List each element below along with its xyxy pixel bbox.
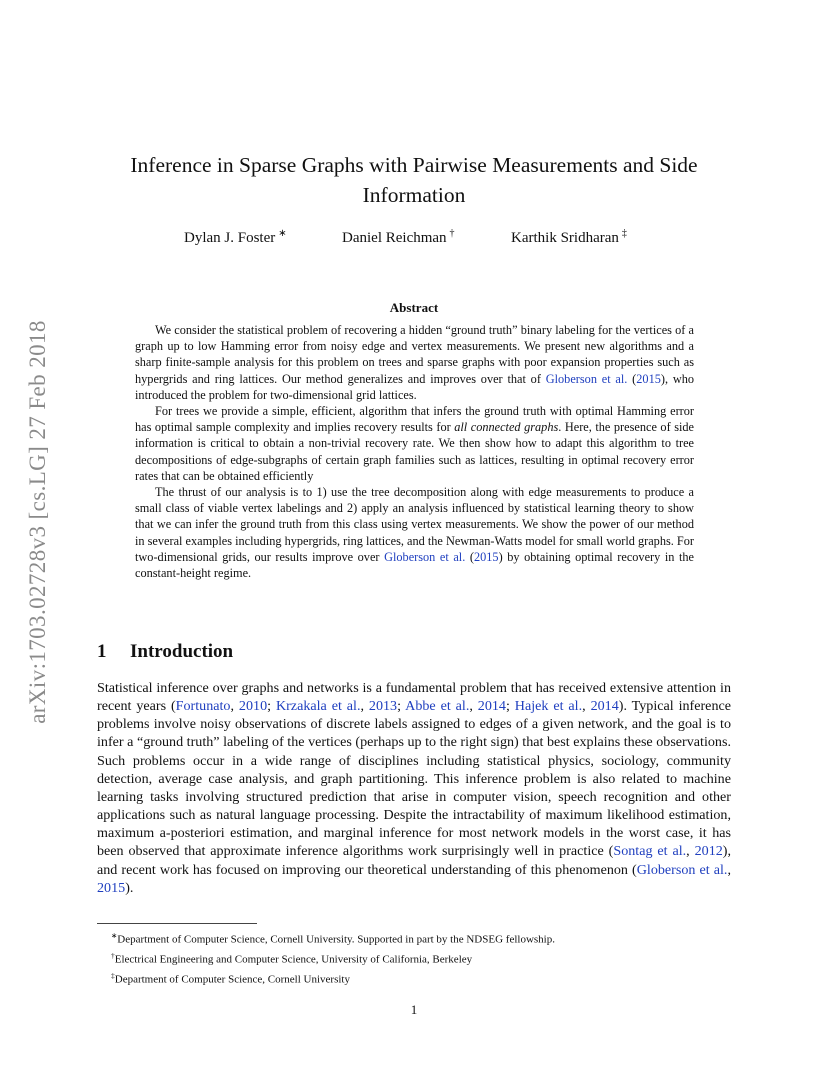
footnote <box>111 928 555 948</box>
footnote-mark: ‡ <box>111 970 115 980</box>
text-run: Statistical inference over graphs and networks is a fundamental problem that has received extensive attention in recent years ( <box>97 680 731 715</box>
footnote-divider <box>97 923 257 924</box>
text-run: ). <box>125 879 134 896</box>
citation-link[interactable]: Globerson et al. <box>384 549 466 564</box>
author-name: Daniel Reichman <box>342 230 447 246</box>
section-title: Introduction <box>130 641 234 662</box>
abstract-body <box>135 322 694 581</box>
citation-year-link[interactable]: 2015 <box>636 371 661 386</box>
text-run: , <box>360 698 369 715</box>
citation-link[interactable]: Sontag et al. <box>613 843 687 860</box>
text-run: ) by obtaining optimal recovery in the constant-height regime. <box>135 549 695 581</box>
citation-link[interactable]: Hajek et al. <box>514 698 583 715</box>
text-run: ), and recent work has focused on improving our theoretical understanding of this phenomenon ( <box>97 843 731 878</box>
citation-year-link[interactable]: 2014 <box>590 698 619 715</box>
text-run: ( <box>465 549 474 564</box>
affiliation-mark: † <box>449 228 455 239</box>
footnote-mark: † <box>111 950 115 960</box>
affiliation-mark: ∗ <box>278 228 287 239</box>
emphasis-text: all connected graphs <box>454 420 559 435</box>
text-run: ( <box>627 371 637 386</box>
text-run: The thrust of our analysis is to 1) use the tree decomposition along with edge measurements to produce a small class of viable vertex labelings and 2) apply an analysis influenced by statistical learning theory to show that we can infer the ground truth from this class using vertex measurements. We show the power of our method in several examples including hypergrids, ring lattices, and the Newman-Watts model for small world graphs. For two-dimensional grids, our results improve over <box>135 485 694 564</box>
text-run: ; <box>267 698 276 715</box>
arxiv-identifier: arXiv:1703.02728v3 [cs.LG] 27 Feb 2018 <box>25 320 50 724</box>
text-run: ), who introduced the problem for two-dimensional grid lattices. <box>135 371 694 402</box>
abstract-paragraph <box>135 322 694 403</box>
text-run: ; <box>505 698 515 715</box>
text-run: ; <box>397 698 406 715</box>
page-number: 1 <box>410 1002 418 1017</box>
footnote-text: Electrical Engineering and Computer Science, University of California, Berkeley <box>114 953 473 966</box>
author-name: Dylan J. Foster <box>184 230 276 246</box>
section-heading <box>97 641 233 663</box>
footnote <box>111 948 555 968</box>
author-1 <box>184 228 287 247</box>
text-run: For trees we provide a simple, efficient, algorithm that infers the ground truth with optimal Hamming error has optimal sample complexity and implies recovery results for <box>135 404 694 435</box>
introduction-paragraph <box>97 679 731 897</box>
abstract-paragraph <box>135 484 694 581</box>
footnote-text: Department of Computer Science, Cornell University <box>114 973 350 986</box>
footnotes <box>111 928 555 988</box>
footnote <box>111 968 555 988</box>
citation-link[interactable]: Abbe et al. <box>405 698 470 715</box>
author-list <box>0 228 828 250</box>
text-run: , <box>686 843 695 860</box>
author-name: Karthik Sridharan <box>511 230 619 246</box>
citation-year-link[interactable]: 2013 <box>368 698 398 715</box>
text-run: ). Typical inference problems involve noisy observations of discrete labels assigned to edges of a given network, and the goal is to infer a “ground truth” labeling of the vertices (perhaps up to the right sign) that best explains these observations. Such problems occur in a wide range of disciplines including statistical physics, sociology, community detection, average case analysis, and graph partitioning. This inference problem is also related to machine learning tasks involving structured prediction that arise in computer vision, speech recognition and other applications such as natural language processing. Despite the intractability of maximum likelihood estimation, maximum a-posteriori estimation, and marginal inference for most network models in the worst case, it has been observed that approximate inference algorithms work surprisingly well in practice ( <box>97 698 731 860</box>
author-2 <box>342 228 455 247</box>
text-run: , <box>582 698 591 715</box>
affiliation-mark: ‡ <box>621 228 627 239</box>
text-run: , <box>230 698 239 715</box>
text-run: , <box>469 698 478 715</box>
text-run: . Here, the presence of side information is critical to obtain a non-trivial recovery rate. We then show how to adapt this algorithm to tree decompositions of edge-subgraphs of certain graph families such as lattices, resulting in optimal recovery error rates that can be obtained efficiently <box>135 420 694 483</box>
citation-year-link[interactable]: 2014 <box>477 698 506 715</box>
section-number: 1 <box>97 641 107 662</box>
citation-year-link[interactable]: 2015 <box>97 879 126 896</box>
footnote-mark: ∗ <box>111 931 118 940</box>
citation-year-link[interactable]: 2015 <box>473 549 499 564</box>
citation-link[interactable]: Fortunato <box>175 698 231 715</box>
paper-title: Inference in Sparse Graphs with Pairwise Measurements and Side Information <box>130 153 698 207</box>
abstract-paragraph <box>135 403 694 484</box>
citation-link[interactable]: Globerson et al. <box>636 861 728 878</box>
citation-link[interactable]: Globerson et al. <box>545 371 628 386</box>
abstract-heading: Abstract <box>389 300 439 315</box>
citation-link[interactable]: Krzakala et al. <box>275 698 361 715</box>
footnote-text: Department of Computer Science, Cornell University. Supported in part by the NDSEG fellowship. <box>117 933 555 946</box>
citation-year-link[interactable]: 2012 <box>694 843 723 860</box>
author-3 <box>511 228 627 247</box>
text-run: We consider the statistical problem of recovering a hidden “ground truth” binary labeling for the vertices of a graph up to low Hamming error from noisy edge and vertex measurements. We present new algorithms and a sharp finite-sample analysis for this problem on trees and sparse graphs with poor expansion properties such as hypergrids and ring lattices. Our method generalizes and improves over that of <box>135 323 694 386</box>
text-run: , <box>727 861 731 878</box>
citation-year-link[interactable]: 2010 <box>238 698 268 715</box>
